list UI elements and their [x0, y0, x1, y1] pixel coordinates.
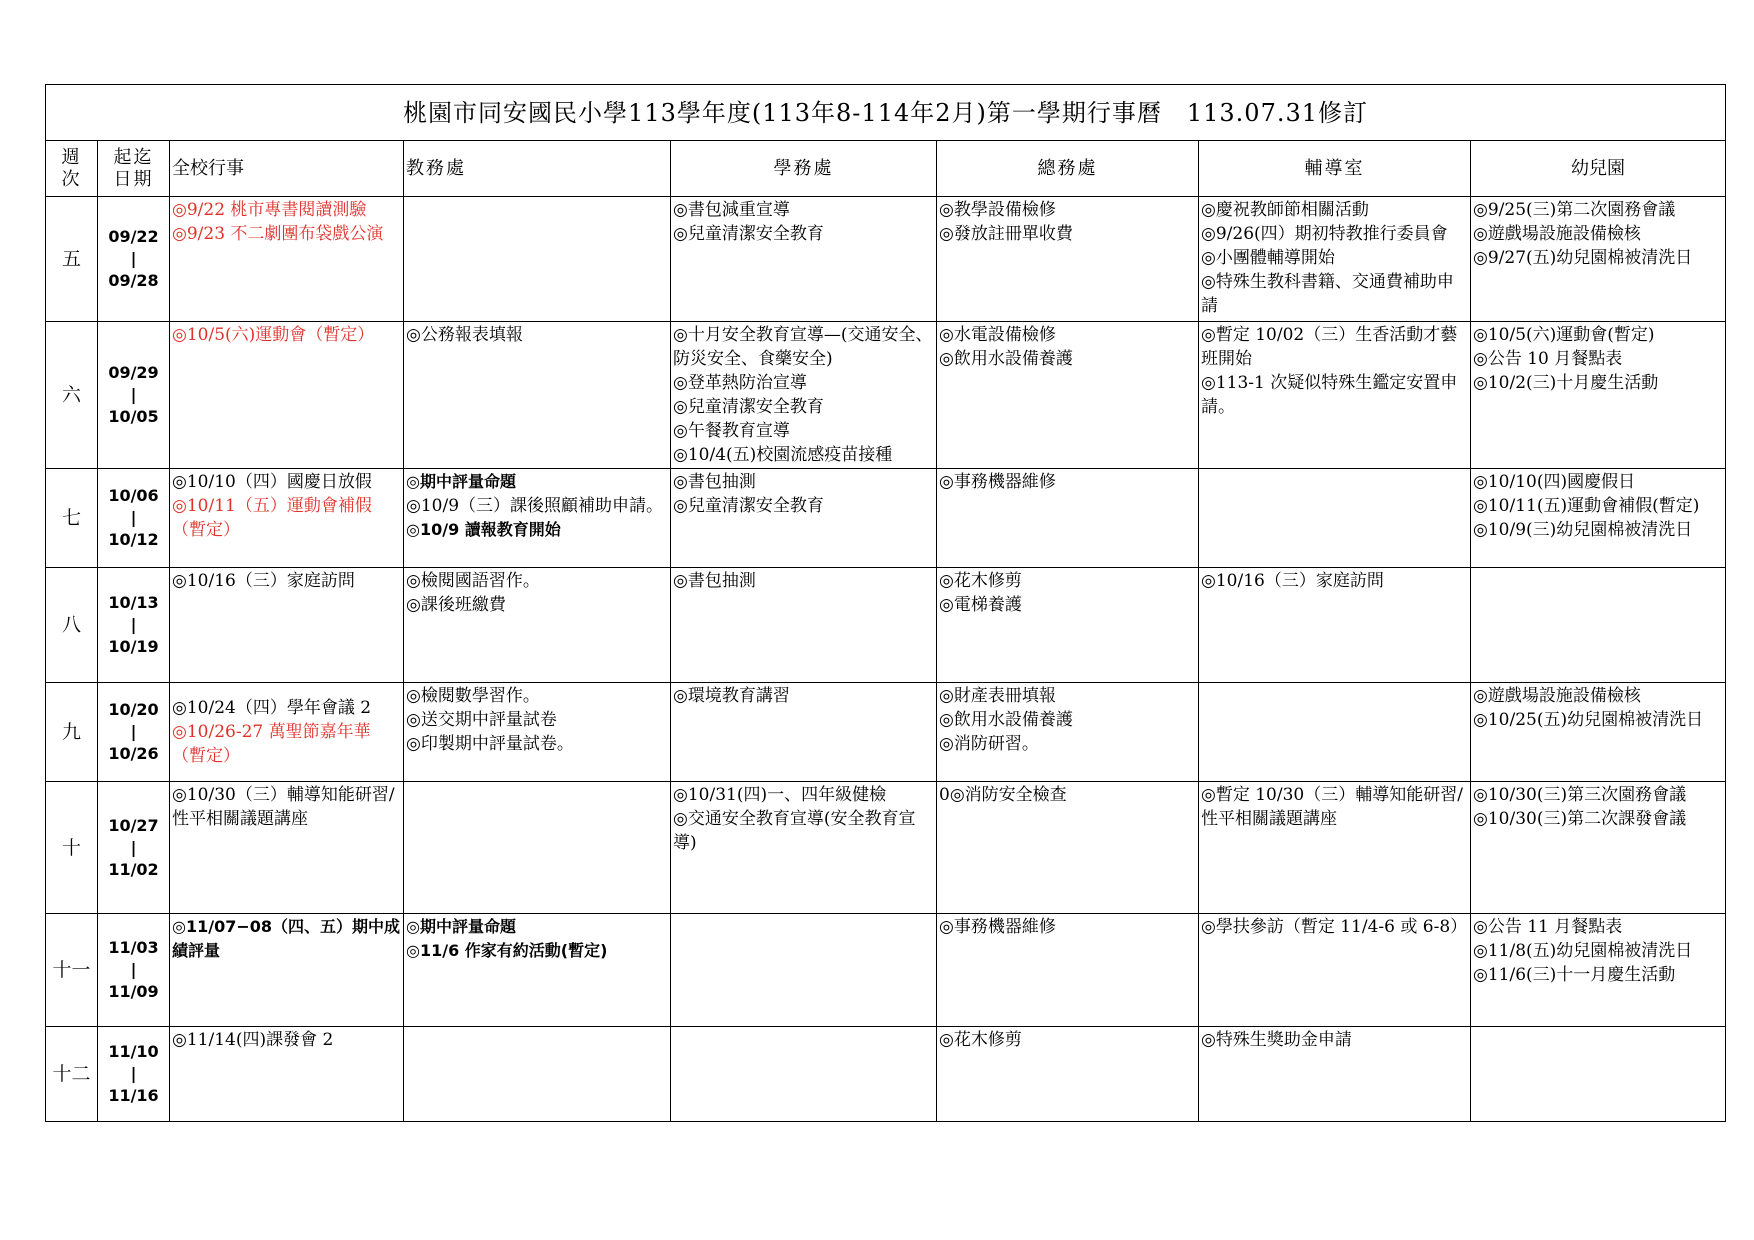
date-end: 10/12: [108, 530, 159, 550]
cell-academic: [404, 1026, 671, 1121]
cell-general: [937, 568, 1199, 682]
week-number: 七: [46, 469, 98, 568]
date-end: 11/16: [108, 1085, 159, 1105]
event-item: ◎遊戲場設施設備檢核: [1473, 685, 1641, 706]
date-start: 10/13: [108, 593, 159, 613]
cell-counseling: [1199, 197, 1471, 321]
event-item: ◎兒童清潔安全教育: [673, 496, 824, 517]
week-dates: [98, 321, 170, 468]
event-item: ◎送交期中評量試卷: [406, 709, 557, 730]
cell-kindergarten: [1471, 682, 1726, 781]
event-item: ◎環境教育講習: [673, 685, 790, 706]
event-item: ◎水電設備檢修: [939, 324, 1056, 345]
header-kindergarten: 幼兒園: [1471, 141, 1726, 197]
event-item: ◎暫定 10/02（三）生香活動才藝班開始: [1201, 324, 1458, 369]
cell-academic: [404, 914, 671, 1026]
event-item: ◎10/11(五)運動會補假(暫定): [1473, 496, 1700, 517]
calendar-table: [45, 84, 1726, 1122]
date-start: 10/27: [108, 815, 159, 835]
date-start: 11/10: [108, 1041, 159, 1061]
cell-counseling: [1199, 321, 1471, 468]
event-item: ◎午餐教育宣導: [673, 420, 790, 441]
cell-academic: [404, 568, 671, 682]
event-item: ◎特殊生獎助金申請: [1201, 1029, 1352, 1050]
week-dates: [98, 781, 170, 913]
event-item: ◎事務機器維修: [939, 472, 1056, 493]
date-start: 09/29: [108, 362, 159, 382]
cell-academic: [404, 682, 671, 781]
cell-school: [170, 914, 404, 1026]
event-item: ◎11/14(四)課發會 2: [172, 1029, 334, 1050]
cell-school: [170, 568, 404, 682]
date-end: 11/09: [108, 982, 159, 1002]
cell-general: [937, 1026, 1199, 1121]
week-row: [46, 197, 1726, 321]
event-item: ◎十月安全教育宣導—(交通安全、防災安全、食藥安全): [673, 324, 933, 369]
event-item: ◎交通安全教育宣導(安全教育宣導): [673, 808, 916, 853]
cell-counseling: [1199, 469, 1471, 568]
week-number: 十: [46, 781, 98, 913]
event-item: ◎財產表冊填報: [939, 685, 1056, 706]
cell-general: [937, 682, 1199, 781]
cell-school: [170, 469, 404, 568]
cell-counseling: [1199, 1026, 1471, 1121]
event-item: ◎檢閱國語習作。: [406, 571, 540, 592]
event-item: ◎小團體輔導開始: [1201, 248, 1335, 269]
date-separator: |: [130, 837, 137, 857]
event-item: ◎10/24（四）學年會議 2: [172, 697, 372, 718]
date-separator: |: [130, 248, 137, 268]
date-start: 10/06: [108, 486, 159, 506]
title-row: [46, 85, 1726, 141]
cell-student: [671, 914, 937, 1026]
header-row: [46, 141, 1726, 197]
event-item: ◎10/26-27 萬聖節嘉年華（暫定）: [172, 721, 371, 766]
event-item: ◎發放註冊單收費: [939, 224, 1073, 245]
cell-student: [671, 682, 937, 781]
header-general: 總務處: [937, 141, 1199, 197]
event-item: ◎9/26(四）期初特教推行委員會: [1201, 224, 1448, 245]
event-item: ◎10/5(六)運動會（暫定）: [172, 324, 375, 345]
date-end: 09/28: [108, 270, 159, 290]
header-week-line1: 週: [61, 146, 82, 168]
week-dates: [98, 197, 170, 321]
event-item: ◎電梯養護: [939, 595, 1022, 616]
event-item: ◎9/27(五)幼兒園棉被清洗日: [1473, 248, 1693, 269]
event-item: ◎期中評量命題: [406, 472, 516, 492]
cell-school: [170, 197, 404, 321]
cell-student: [671, 568, 937, 682]
date-separator: |: [130, 721, 137, 741]
event-item: ◎10/2(三)十月慶生活動: [1473, 372, 1659, 393]
week-number: 十一: [46, 914, 98, 1026]
event-item: ◎11/6(三)十一月慶生活動: [1473, 965, 1676, 986]
event-item: ◎11/8(五)幼兒園棉被清洗日: [1473, 941, 1693, 962]
event-item: ◎10/10（四）國慶日放假: [172, 472, 372, 493]
cell-school: [170, 1026, 404, 1121]
week-dates: [98, 682, 170, 781]
week-row: [46, 1026, 1726, 1121]
event-item: ◎特殊生教科書籍、交通費補助申請: [1201, 272, 1454, 317]
event-item: ◎10/4(五)校園流感疫苗接種: [673, 444, 893, 465]
event-item: ◎書包減重宣導: [673, 200, 790, 221]
header-dates-line2: 日期: [113, 168, 154, 190]
event-item: ◎兒童清潔安全教育: [673, 396, 824, 417]
event-item: ◎10/9(三)幼兒園棉被清洗日: [1473, 520, 1693, 541]
week-row: [46, 469, 1726, 568]
event-item: ◎10/30(三)第三次園務會議: [1473, 784, 1687, 805]
cell-student: [671, 781, 937, 913]
week-number: 五: [46, 197, 98, 321]
event-item: ◎事務機器維修: [939, 917, 1056, 938]
cell-academic: [404, 469, 671, 568]
cell-student: [671, 469, 937, 568]
event-item: ◎書包抽測: [673, 472, 756, 493]
date-separator: |: [130, 615, 137, 635]
week-row: [46, 568, 1726, 682]
event-item: ◎課後班繳費: [406, 595, 506, 616]
date-separator: |: [130, 384, 137, 404]
event-item: ◎學扶參訪（暫定 11/4-6 或 6-8）: [1201, 917, 1468, 938]
event-item: ◎10/5(六)運動會(暫定): [1473, 324, 1655, 345]
event-item: ◎10/9 讀報教育開始: [406, 520, 561, 540]
cell-counseling: [1199, 781, 1471, 913]
date-start: 10/20: [108, 699, 159, 719]
event-item: ◎10/30(三)第二次課發會議: [1473, 808, 1687, 829]
cell-student: [671, 321, 937, 468]
week-number: 九: [46, 682, 98, 781]
cell-school: [170, 682, 404, 781]
week-row: [46, 781, 1726, 913]
event-item: ◎10/25(五)幼兒園棉被清洗日: [1473, 709, 1704, 730]
cell-kindergarten: [1471, 914, 1726, 1026]
event-item: ◎10/16（三）家庭訪問: [172, 571, 355, 592]
event-item: ◎花木修剪: [939, 1029, 1022, 1050]
event-item: ◎113-1 次疑似特殊生鑑定安置申請。: [1201, 372, 1458, 417]
event-item: 0◎消防安全檢查: [939, 784, 1067, 805]
event-item: ◎10/16（三）家庭訪問: [1201, 571, 1384, 592]
date-end: 11/02: [108, 859, 159, 879]
cell-student: [671, 1026, 937, 1121]
event-item: ◎11/07−08（四、五）期中成績評量: [172, 917, 401, 961]
event-item: ◎公告 11 月餐點表: [1473, 917, 1623, 938]
cell-kindergarten: [1471, 321, 1726, 468]
header-academic: 教務處: [404, 141, 671, 197]
header-week-line2: 次: [61, 168, 82, 190]
header-school: 全校行事: [170, 141, 404, 197]
event-item: ◎暫定 10/30（三）輔導知能研習/性平相關議題講座: [1201, 784, 1463, 829]
event-item: ◎慶祝教師節相關活動: [1201, 200, 1369, 221]
week-row: [46, 321, 1726, 468]
cell-counseling: [1199, 914, 1471, 1026]
event-item: ◎遊戲場設施設備檢核: [1473, 224, 1641, 245]
cell-kindergarten: [1471, 1026, 1726, 1121]
date-separator: |: [130, 1063, 137, 1083]
cell-student: [671, 197, 937, 321]
event-item: ◎10/10(四)國慶假日: [1473, 472, 1636, 493]
cell-counseling: [1199, 682, 1471, 781]
event-item: ◎飲用水設備養護: [939, 348, 1073, 369]
cell-academic: [404, 197, 671, 321]
header-dates-line1: 起迄: [113, 146, 154, 168]
event-item: ◎公告 10 月餐點表: [1473, 348, 1623, 369]
event-item: ◎飲用水設備養護: [939, 709, 1073, 730]
week-number: 八: [46, 568, 98, 682]
date-end: 10/05: [108, 406, 159, 426]
date-start: 09/22: [108, 226, 159, 246]
event-item: ◎登革熱防治宣導: [673, 372, 807, 393]
week-row: [46, 682, 1726, 781]
date-start: 11/03: [108, 938, 159, 958]
cell-kindergarten: [1471, 469, 1726, 568]
event-item: ◎10/31(四)一、四年級健檢: [673, 784, 887, 805]
header-student: 學務處: [671, 141, 937, 197]
cell-general: [937, 321, 1199, 468]
cell-kindergarten: [1471, 781, 1726, 913]
week-dates: [98, 568, 170, 682]
cell-kindergarten: [1471, 197, 1726, 321]
date-separator: |: [130, 960, 137, 980]
calendar-title: 桃園市同安國民小學113學年度(113年8-114年2月)第一學期行事曆 113.07.31修訂: [46, 85, 1726, 141]
week-number: 六: [46, 321, 98, 468]
event-item: ◎書包抽測: [673, 571, 756, 592]
date-end: 10/19: [108, 637, 159, 657]
event-item: ◎公務報表填報: [406, 324, 523, 345]
event-item: ◎9/22 桃市專書閱讀測驗: [172, 200, 367, 221]
date-separator: |: [130, 508, 137, 528]
event-item: ◎11/6 作家有約活動(暫定): [406, 941, 608, 961]
event-item: ◎兒童清潔安全教育: [673, 224, 824, 245]
calendar-body: [46, 85, 1726, 1122]
event-item: ◎10/11（五）運動會補假（暫定）: [172, 496, 372, 541]
event-item: ◎檢閱數學習作。: [406, 685, 540, 706]
week-dates: [98, 914, 170, 1026]
event-item: ◎10/30（三）輔導知能研習/性平相關議題講座: [172, 784, 395, 829]
cell-general: [937, 469, 1199, 568]
event-item: ◎印製期中評量試卷。: [406, 733, 574, 754]
event-item: ◎消防研習。: [939, 733, 1039, 754]
week-number: 十二: [46, 1026, 98, 1121]
header-counseling: 輔導室: [1199, 141, 1471, 197]
cell-academic: [404, 321, 671, 468]
cell-school: [170, 321, 404, 468]
event-item: ◎9/23 不二劇團布袋戲公演: [172, 224, 384, 245]
cell-school: [170, 781, 404, 913]
event-item: ◎花木修剪: [939, 571, 1022, 592]
cell-counseling: [1199, 568, 1471, 682]
header-dates: [98, 141, 170, 197]
week-dates: [98, 469, 170, 568]
cell-kindergarten: [1471, 568, 1726, 682]
event-item: ◎10/9（三）課後照顧補助申請。: [406, 496, 664, 517]
cell-general: [937, 781, 1199, 913]
header-week: [46, 141, 98, 197]
cell-general: [937, 197, 1199, 321]
event-item: ◎教學設備檢修: [939, 200, 1056, 221]
cell-academic: [404, 781, 671, 913]
week-dates: [98, 1026, 170, 1121]
week-row: [46, 914, 1726, 1026]
date-end: 10/26: [108, 743, 159, 763]
event-item: ◎9/25(三)第二次園務會議: [1473, 200, 1676, 221]
cell-general: [937, 914, 1199, 1026]
event-item: ◎期中評量命題: [406, 917, 516, 937]
